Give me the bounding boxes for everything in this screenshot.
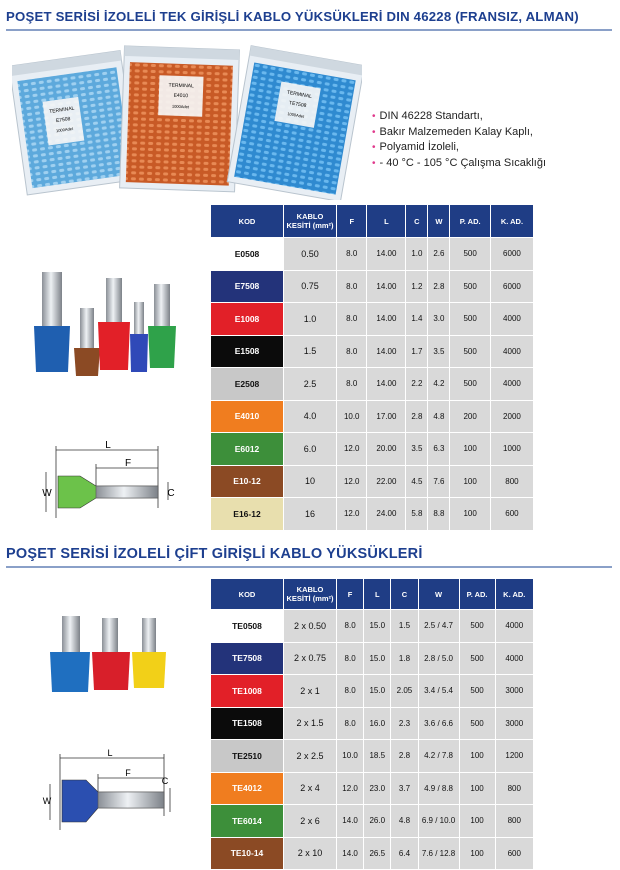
cell-c: 1.4 [406,303,427,335]
cell-kad: 4000 [491,336,533,368]
cell-pad: 500 [460,610,495,642]
cell-pad: 500 [450,368,489,400]
cell-w: 8.8 [428,498,449,530]
cell-pad: 200 [450,401,489,433]
dimension-F-label: F [124,458,132,469]
cell-kod: TE6014 [211,805,283,837]
cell-kad: 1200 [496,740,533,772]
cell-pad: 100 [460,773,495,805]
bag-left-count: 1000Adet [55,125,74,134]
cell-kesit: 2 x 1.5 [284,708,336,740]
cell-kesit: 6.0 [284,433,336,465]
cell-c: 1.0 [406,238,427,270]
cell-kad: 800 [496,805,533,837]
cell-c: 2.8 [406,401,427,433]
cell-kesit: 1.5 [284,336,336,368]
cell-kod: TE10-14 [211,838,283,870]
cell-c: 3.5 [406,433,427,465]
dimension-C-label: C [161,776,169,786]
bag-right-code: TE7508 [288,100,307,110]
twin-ferrule-table [210,578,534,870]
cell-pad: 100 [460,805,495,837]
table-row [211,466,533,498]
cell-l: 26.5 [364,838,390,870]
dimension-W-label: W [42,796,52,806]
cell-pad: 500 [450,271,489,303]
cell-pad: 100 [460,838,495,870]
table-row [211,773,533,805]
cell-w: 3.4 / 5.4 [419,675,459,707]
single-ferrule-diagram [38,438,178,524]
cell-w: 2.6 [428,238,449,270]
section1-title: POŞET SERİSİ İZOLELİ TEK GİRİŞLİ KABLO YÜKSÜKLERİ DIN 46228 (FRANSIZ, ALMAN) [6,9,579,24]
col-w: W [419,579,459,609]
cell-kod: TE4012 [211,773,283,805]
feature-item: • DIN 46228 Standartı, [372,110,483,122]
cell-kesit: 2 x 4 [284,773,336,805]
cell-pad: 500 [460,675,495,707]
cell-kad: 2000 [491,401,533,433]
cell-l: 15.0 [364,643,390,675]
twin-ferrules-photo [46,612,176,698]
cell-kod: E1508 [211,336,283,368]
bag-right [227,46,362,200]
cell-kod: TE2510 [211,740,283,772]
cell-f: 12.0 [337,773,363,805]
cell-w: 3.6 / 6.6 [419,708,459,740]
cell-pad: 500 [460,643,495,675]
table-row [211,433,533,465]
bullet-icon: • [372,157,376,169]
cell-kad: 4000 [496,610,533,642]
cell-f: 10.0 [337,740,363,772]
table-row [211,401,533,433]
cell-kod: E2508 [211,368,283,400]
cell-w: 3.5 [428,336,449,368]
bag-left-brand: TERMINAL [48,105,75,115]
cell-f: 10.0 [337,401,366,433]
cell-w: 3.0 [428,303,449,335]
cell-kad: 6000 [491,271,533,303]
cell-l: 14.00 [367,238,405,270]
cell-kesit: 1.0 [284,303,336,335]
cell-l: 18.5 [364,740,390,772]
cell-kesit: 2 x 10 [284,838,336,870]
cell-f: 8.0 [337,336,366,368]
cell-w: 4.8 [428,401,449,433]
col-l: L [367,205,405,237]
bag-middle-count: 1000Adet [171,103,190,110]
cell-c: 2.3 [391,708,417,740]
cell-pad: 100 [450,433,489,465]
cell-f: 12.0 [337,466,366,498]
cell-f: 8.0 [337,708,363,740]
cell-l: 17.00 [367,401,405,433]
cell-pad: 100 [450,498,489,530]
table-row [211,708,533,740]
ferrule-red [98,278,130,370]
cell-pad: 100 [450,466,489,498]
cell-kesit: 4.0 [284,401,336,433]
col-c: C [406,205,427,237]
cell-c: 1.5 [391,610,417,642]
twin-ferrule-yellow [132,618,166,688]
cell-c: 1.2 [406,271,427,303]
col-kesit: KABLO KESİTİ (mm²) [284,205,336,237]
cell-kesit: 2 x 6 [284,805,336,837]
col-f: F [337,205,366,237]
col-kesit: KABLO KESİTİ (mm²) [284,579,336,609]
col-kad: K. AD. [491,205,533,237]
cell-c: 4.5 [406,466,427,498]
cell-kad: 1000 [491,433,533,465]
twin-ferrule-blue [50,616,90,692]
cell-f: 8.0 [337,303,366,335]
col-c: C [391,579,417,609]
dimension-C-label: C [167,488,175,499]
cell-c: 4.8 [391,805,417,837]
twin-ferrule-red [92,618,130,690]
col-kod: KOD [211,579,283,609]
cell-kad: 800 [496,773,533,805]
bullet-icon: • [372,142,376,153]
cell-kesit: 2.5 [284,368,336,400]
section2-title: POŞET SERİSİ İZOLELİ ÇİFT GİRİŞLİ KABLO YÜKSÜKLERİ [6,546,423,562]
cell-f: 14.0 [337,838,363,870]
bullet-icon: • [372,111,376,122]
table-row [211,271,533,303]
cell-kad: 600 [491,498,533,530]
bag-right-brand: TERMINAL [286,89,313,100]
bullet-icon: • [372,126,376,138]
cell-kad: 800 [491,466,533,498]
cell-w: 2.5 / 4.7 [419,610,459,642]
twin-ferrule-diagram [38,748,178,834]
cell-kesit: 10 [284,466,336,498]
bag-left-code: E7508 [55,116,71,125]
cell-f: 8.0 [337,675,363,707]
table-row [211,740,533,772]
ferrule-brown [74,308,100,376]
cell-kod: E7508 [211,271,283,303]
cell-kod: E4010 [211,401,283,433]
table-row [211,238,533,270]
cell-kod: E0508 [211,238,283,270]
cell-w: 6.9 / 10.0 [419,805,459,837]
bag-middle-brand: TERMINAL [168,82,194,90]
cell-c: 1.7 [406,336,427,368]
col-pad: P. AD. [450,205,489,237]
cell-w: 7.6 [428,466,449,498]
cell-kad: 3000 [496,708,533,740]
cell-w: 6.3 [428,433,449,465]
cell-w: 4.2 [428,368,449,400]
cell-kod: TE1008 [211,675,283,707]
cell-c: 2.8 [391,740,417,772]
cell-pad: 100 [460,740,495,772]
dimension-L-label: L [107,748,113,758]
cell-l: 26.0 [364,805,390,837]
cell-pad: 500 [450,238,489,270]
table-row [211,498,533,530]
table-row [211,675,533,707]
cell-w: 7.6 / 12.8 [419,838,459,870]
table-row [211,643,533,675]
cell-kod: TE1508 [211,708,283,740]
cell-kesit: 2 x 1 [284,675,336,707]
cell-l: 20.00 [367,433,405,465]
table-body [211,610,533,869]
cell-kad: 4000 [491,303,533,335]
cell-l: 23.0 [364,773,390,805]
bag-middle [120,46,240,192]
cell-l: 22.00 [367,466,405,498]
cell-l: 15.0 [364,610,390,642]
bag-right-count: 1000Adet [286,111,305,119]
cell-f: 14.0 [337,805,363,837]
dimension-F-label: F [125,768,131,778]
cell-c: 2.2 [406,368,427,400]
cell-w: 2.8 [428,271,449,303]
cell-kesit: 2 x 0.75 [284,643,336,675]
cell-kod: TE7508 [211,643,283,675]
cell-w: 4.2 / 7.8 [419,740,459,772]
col-l: L [364,579,390,609]
cell-f: 12.0 [337,433,366,465]
table-row [211,303,533,335]
col-kad: K. AD. [496,579,533,609]
cell-kod: E16-12 [211,498,283,530]
cell-kod: E10-12 [211,466,283,498]
dimension-W-label: W [42,488,52,499]
cell-f: 12.0 [337,498,366,530]
cell-f: 8.0 [337,238,366,270]
col-pad: P. AD. [460,579,495,609]
table-body [211,238,533,530]
cell-c: 3.7 [391,773,417,805]
cell-l: 14.00 [367,368,405,400]
table-row [211,610,533,642]
cell-l: 14.00 [367,271,405,303]
cell-kesit: 2 x 2.5 [284,740,336,772]
col-f: F [337,579,363,609]
cell-kad: 6000 [491,238,533,270]
cell-c: 1.8 [391,643,417,675]
cell-kod: E6012 [211,433,283,465]
cell-l: 14.00 [367,336,405,368]
cell-pad: 500 [450,336,489,368]
cell-kesit: 0.75 [284,271,336,303]
cell-c: 5.8 [406,498,427,530]
cell-kod: E1008 [211,303,283,335]
ferrule-blue-large [34,272,70,372]
table-row [211,805,533,837]
single-ferrules-photo [30,268,190,380]
cell-c: 6.4 [391,838,417,870]
cell-f: 8.0 [337,610,363,642]
table-row [211,368,533,400]
table-row [211,838,533,870]
cell-w: 2.8 / 5.0 [419,643,459,675]
cell-w: 4.9 / 8.8 [419,773,459,805]
col-kod: KOD [211,205,283,237]
single-ferrule-table [210,204,534,531]
cell-f: 8.0 [337,643,363,675]
cell-kad: 600 [496,838,533,870]
cell-kad: 3000 [496,675,533,707]
cell-kad: 4000 [491,368,533,400]
feature-item: • - 40 °C - 105 °C Çalışma Sıcaklığı [372,156,547,169]
cell-kod: TE0508 [211,610,283,642]
cell-kad: 4000 [496,643,533,675]
cell-l: 14.00 [367,303,405,335]
cell-c: 2.05 [391,675,417,707]
title-underline [6,29,612,31]
dimension-L-label: L [105,440,111,451]
feature-item: • Bakır Malzemeden Kalay Kaplı, [372,125,533,138]
bag-middle-code: E4010 [173,92,189,100]
col-w: W [428,205,449,237]
ferrule-blue-small [130,302,148,372]
cell-l: 24.00 [367,498,405,530]
cell-l: 16.0 [364,708,390,740]
title-underline [6,566,612,568]
cell-f: 8.0 [337,271,366,303]
cell-kesit: 0.50 [284,238,336,270]
cell-pad: 500 [460,708,495,740]
cell-kesit: 16 [284,498,336,530]
ferrule-green [148,284,176,368]
table-row [211,336,533,368]
bag-left [12,51,138,195]
bags-photo [12,40,362,200]
feature-list [372,109,546,171]
cell-pad: 500 [450,303,489,335]
cell-kesit: 2 x 0.50 [284,610,336,642]
cell-f: 8.0 [337,368,366,400]
cell-l: 15.0 [364,675,390,707]
feature-item: • Polyamid İzoleli, [372,141,459,153]
